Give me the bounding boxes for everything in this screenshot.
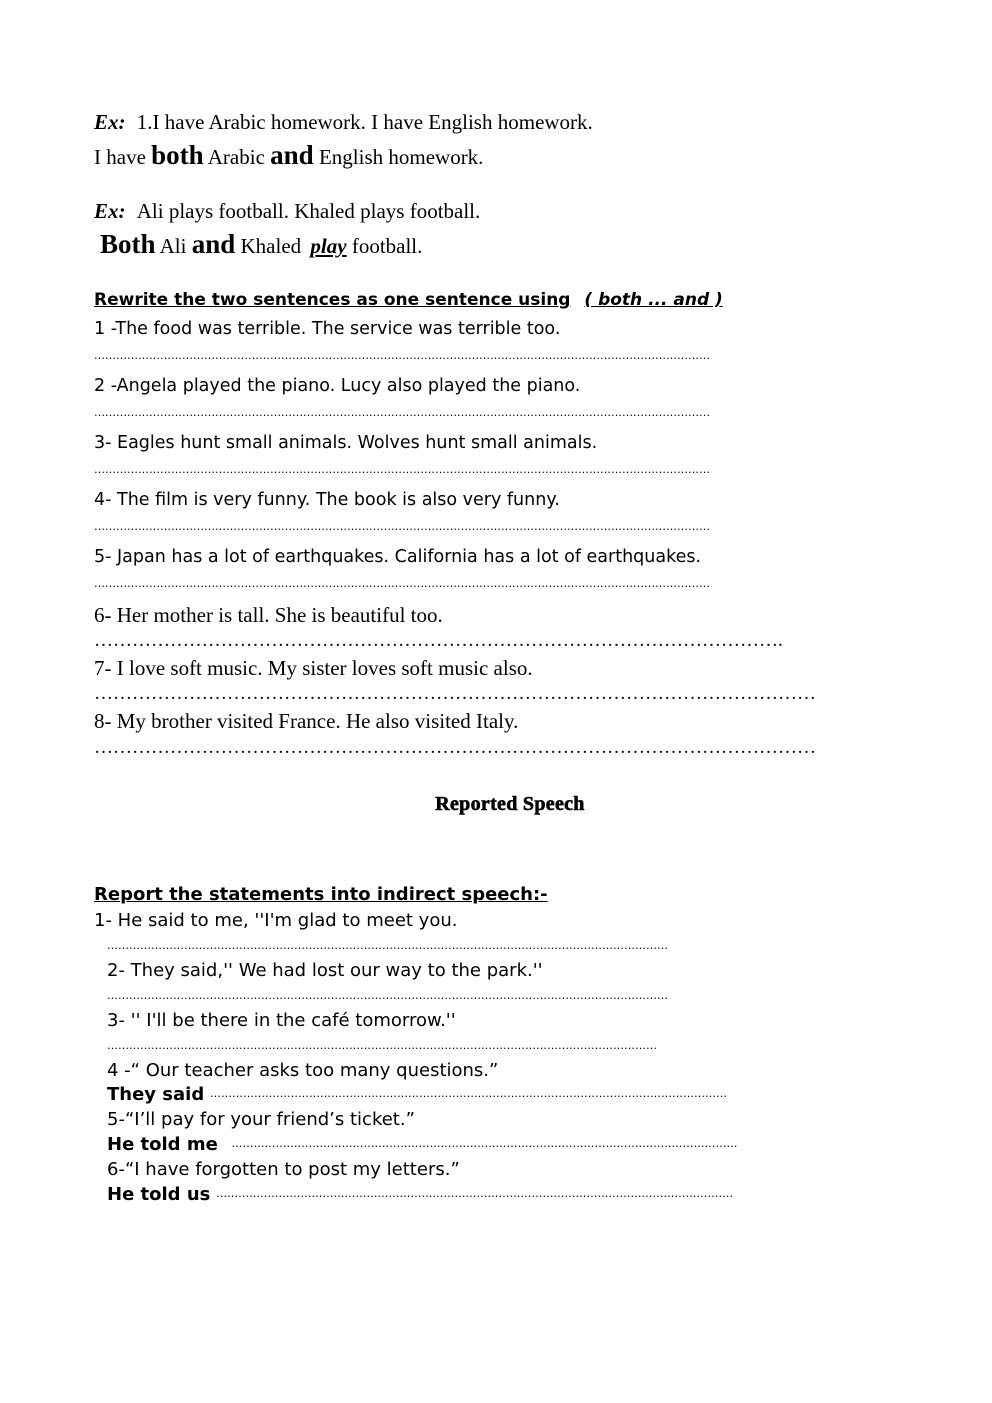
- keyword-both: Both: [100, 229, 156, 259]
- report-answer-line-3[interactable]: ……………………………………………………………………………………………………………………………………: [107, 1039, 657, 1052]
- example-1-answer: I have both Arabic and English homework.: [94, 140, 484, 170]
- exercise-item-2: 2 -Angela played the piano. Lucy also played the piano.: [94, 376, 581, 396]
- report-answer-4: [107, 1084, 900, 1105]
- section2-title: Reported Speech: [435, 793, 585, 815]
- answer-line-7[interactable]: ……………………………………………………………………………………………………: [94, 683, 816, 704]
- example-1-source: 1.I have Arabic homework. I have English homework.: [136, 110, 593, 134]
- exercise-item-6: 6- Her mother is tall. She is beautiful too.: [94, 603, 443, 627]
- exercise-item-4: 4- The film is very funny. The book is also very funny.: [94, 490, 560, 510]
- exercise-item-8: 8- My brother visited France. He also visited Italy.: [94, 709, 519, 733]
- report-item-5: 5-“I’ll pay for your friend’s ticket.”: [107, 1109, 415, 1130]
- example-1-source-line: [94, 110, 593, 135]
- exercise-item-7: 7- I love soft music. My sister loves soft music also.: [94, 656, 533, 680]
- answer-line-6[interactable]: ……………………………………………………………………………………………….: [94, 630, 783, 651]
- report-answer-line-1[interactable]: ………………………………………………………………………………………………………………………………………: [107, 939, 668, 952]
- keyword-and: and: [191, 229, 236, 259]
- answer-line-8[interactable]: ……………………………………………………………………………………………………: [94, 737, 816, 758]
- report-item-3: 3- '' I'll be there in the café tomorrow.'': [107, 1010, 456, 1031]
- answer-line-1[interactable]: ……………………………………………………………………………………………………………………………………………………: [94, 349, 710, 362]
- report-prefix-4: They said: [107, 1084, 205, 1105]
- report-item-4: 4 -“ Our teacher asks too many questions.”: [107, 1060, 499, 1081]
- report-item-2: 2- They said,'' We had lost our way to the park.'': [107, 960, 543, 981]
- answer-line-3[interactable]: ……………………………………………………………………………………………………………………………………………………: [94, 463, 710, 476]
- report-answer-6: [107, 1184, 906, 1205]
- answer-line-2[interactable]: ……………………………………………………………………………………………………………………………………………………: [94, 406, 710, 419]
- report-answer-line-4[interactable]: ……………………………………………………………………………………………………………………………: [209, 1087, 727, 1100]
- report-answer-5: [107, 1134, 910, 1155]
- example-2-label: Ex:: [94, 199, 126, 223]
- verb-play: play: [310, 234, 347, 258]
- section1-instruction: Rewrite the two sentences as one sentence using ( both ... and ): [94, 290, 723, 310]
- report-item-1: 1- He said to me, ''I'm glad to meet you.: [94, 910, 458, 931]
- report-answer-line-5[interactable]: …………………………………………………………………………………………………………………………: [231, 1137, 738, 1150]
- example-1-label: Ex:: [94, 110, 126, 134]
- exercise-item-3: 3- Eagles hunt small animals. Wolves hunt small animals.: [94, 433, 598, 453]
- keyword-and: and: [270, 140, 314, 170]
- exercise-item-5: 5- Japan has a lot of earthquakes. California has a lot of earthquakes.: [94, 547, 702, 567]
- section2-instruction: Report the statements into indirect speech:-: [94, 884, 548, 905]
- report-item-6: 6-“I have forgotten to post my letters.”: [107, 1159, 460, 1180]
- example-2-source-line: [94, 199, 480, 224]
- answer-line-5[interactable]: ……………………………………………………………………………………………………………………………………………………: [94, 577, 710, 590]
- report-prefix-6: He told us: [107, 1184, 211, 1205]
- example-2-source: Ali plays football. Khaled plays football.: [136, 199, 481, 223]
- answer-line-4[interactable]: ……………………………………………………………………………………………………………………………………………………: [94, 520, 710, 533]
- section1-instruction-paren: ( both ... and ): [584, 290, 723, 310]
- keyword-both: both: [151, 140, 204, 170]
- report-answer-line-2[interactable]: ………………………………………………………………………………………………………………………………………: [107, 989, 668, 1002]
- report-prefix-5: He told me: [107, 1134, 218, 1155]
- report-answer-line-6[interactable]: ……………………………………………………………………………………………………………………………: [216, 1187, 734, 1200]
- exercise-item-1: 1 -The food was terrible. The service was terrible too.: [94, 319, 561, 339]
- example-2-answer: Both Ali and Khaled play football.: [100, 229, 423, 259]
